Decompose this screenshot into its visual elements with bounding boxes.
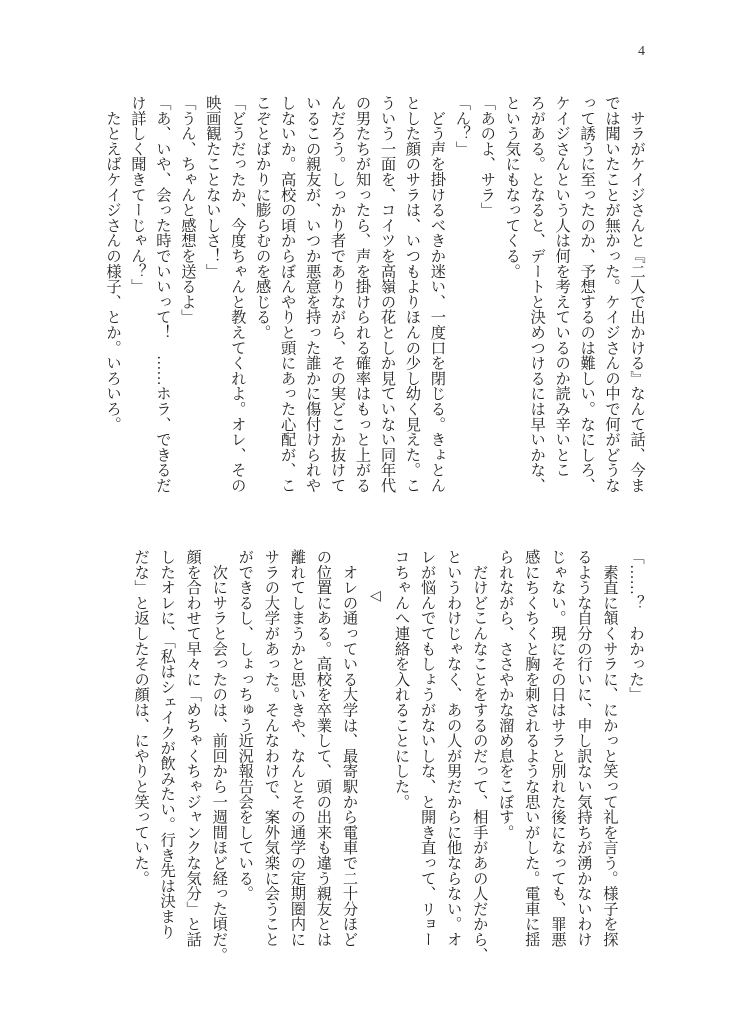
dialogue-line: したオレに、「私はシェイクが飲みたい。行き先は決まり bbox=[158, 549, 176, 940]
dialogue-line: 「ん？」 bbox=[453, 95, 471, 157]
text-line: コちゃんへ連絡を入れることにした。 bbox=[392, 549, 410, 810]
text-line: るような自分の行いに、申し訳ない気持ちが湧かないわけ bbox=[574, 549, 592, 947]
text-line: どう声を掛けるべきか迷い、一度口を閉じる。きょとん bbox=[428, 95, 446, 493]
text-line: サラの大学があった。そんなわけで、案外気楽に会うこと bbox=[262, 549, 280, 947]
page-number: 4 bbox=[638, 44, 645, 59]
text-line: とした顔のサラは、いつもよりほんの少し幼く見えた。こ bbox=[403, 95, 421, 493]
bottom-text-block bbox=[100, 549, 648, 963]
dialogue-line: 顔を合わせて早々に「めちゃくちゃジャンクな気分」と話 bbox=[184, 549, 202, 947]
text-line: こぞとばかりに膨らむのを感じる。 bbox=[253, 95, 271, 340]
text-line: の男たちが知ったら、声を掛けられる確率はもっと上がる bbox=[353, 95, 371, 493]
text-line: られながら、ささやかな溜め息をこぼす。 bbox=[496, 549, 514, 840]
text-line: という気にもなってくる。 bbox=[503, 95, 521, 279]
dialogue-line: け詳しく聞きてーじゃん？」 bbox=[128, 95, 146, 294]
text-line: ができるし、しょっちゅう近況報告会をしている。 bbox=[236, 549, 254, 901]
text-line: 感にちくちくと胸を刺されるような思いがした。電車に揺 bbox=[522, 549, 540, 947]
text-line: 離れてしまうかと思いきや、なんとその通学の定期圏内に bbox=[288, 549, 306, 947]
text-line: サラがケイジさんと『二人で出かける』なんて話、今ま bbox=[628, 95, 645, 493]
text-line: というわけじゃなく、あの人が男だからに他ならない。オ bbox=[444, 549, 462, 947]
text-line: ろがある。となると、デートと決めつけるには早いかな、 bbox=[528, 95, 546, 493]
dialogue-line: 「……？ わかった」 bbox=[627, 549, 644, 702]
text-line: の位置にある。高校を卒業して、頭の出来も違う親友とは bbox=[314, 549, 332, 947]
text-line: 次にサラと会ったのは、前回から一週間ほど経った頃だ。 bbox=[210, 549, 228, 963]
text-line: 素直に頷くサラに、にかっと笑って礼を言う。様子を探 bbox=[600, 549, 618, 947]
top-text-block bbox=[100, 95, 648, 497]
text-line: しないか。高校の頃からぼんやりと頭にあった心配が、こ bbox=[278, 95, 296, 493]
dialogue-line: 「あのよ、サラ」 bbox=[478, 95, 496, 218]
text-line: だけどこんなことをするのだって、相手があの人だから、 bbox=[470, 549, 488, 963]
text-line: んだろう。しっかり者でありながら、その実どこか抜けて bbox=[328, 95, 346, 493]
text-line: たとえばケイジさんの様子、とか。いろいろ。 bbox=[103, 95, 121, 432]
dialogue-line: 「うん、ちゃんと感想を送るよ」 bbox=[178, 95, 196, 325]
dialogue-line: 「あ、いや、会った時でいいって！ ……ホラ、できるだ bbox=[153, 95, 171, 493]
text-line: じゃない。現にその日はサラと別れた後になっても、罪悪 bbox=[548, 549, 566, 947]
text-line: レが悩んでてもしょうがないしな、と開き直って、リョー bbox=[418, 549, 436, 947]
text-line: オレの通っている大学は、最寄駅から電車で二十分ほど bbox=[340, 549, 358, 947]
text-line: ケイジさんという人は何を考えているのか読み辛いとこ bbox=[553, 95, 571, 478]
dialogue-line: 映画観たことないしさ！」 bbox=[203, 95, 221, 279]
dialogue-line: 「どうだったか、今度ちゃんと教えてくれよ。オレ、その bbox=[228, 95, 246, 493]
scene-divider-triangle-icon: ◁ bbox=[367, 588, 383, 604]
text-line: いるこの親友が、いつか悪意を持った誰かに傷付けられや bbox=[303, 95, 321, 493]
text-line: だな」と返したその顔は、にやりと笑っていた。 bbox=[132, 549, 150, 886]
text-line: ういう一面を、コイツを高嶺の花としか見ていない同年代 bbox=[378, 95, 396, 493]
text-line: では聞いたことが無かった。ケイジさんの中で何がどうな bbox=[603, 95, 621, 493]
text-line: って誘うに至ったのか、予想するのは難しい。なにしろ、 bbox=[578, 95, 596, 493]
